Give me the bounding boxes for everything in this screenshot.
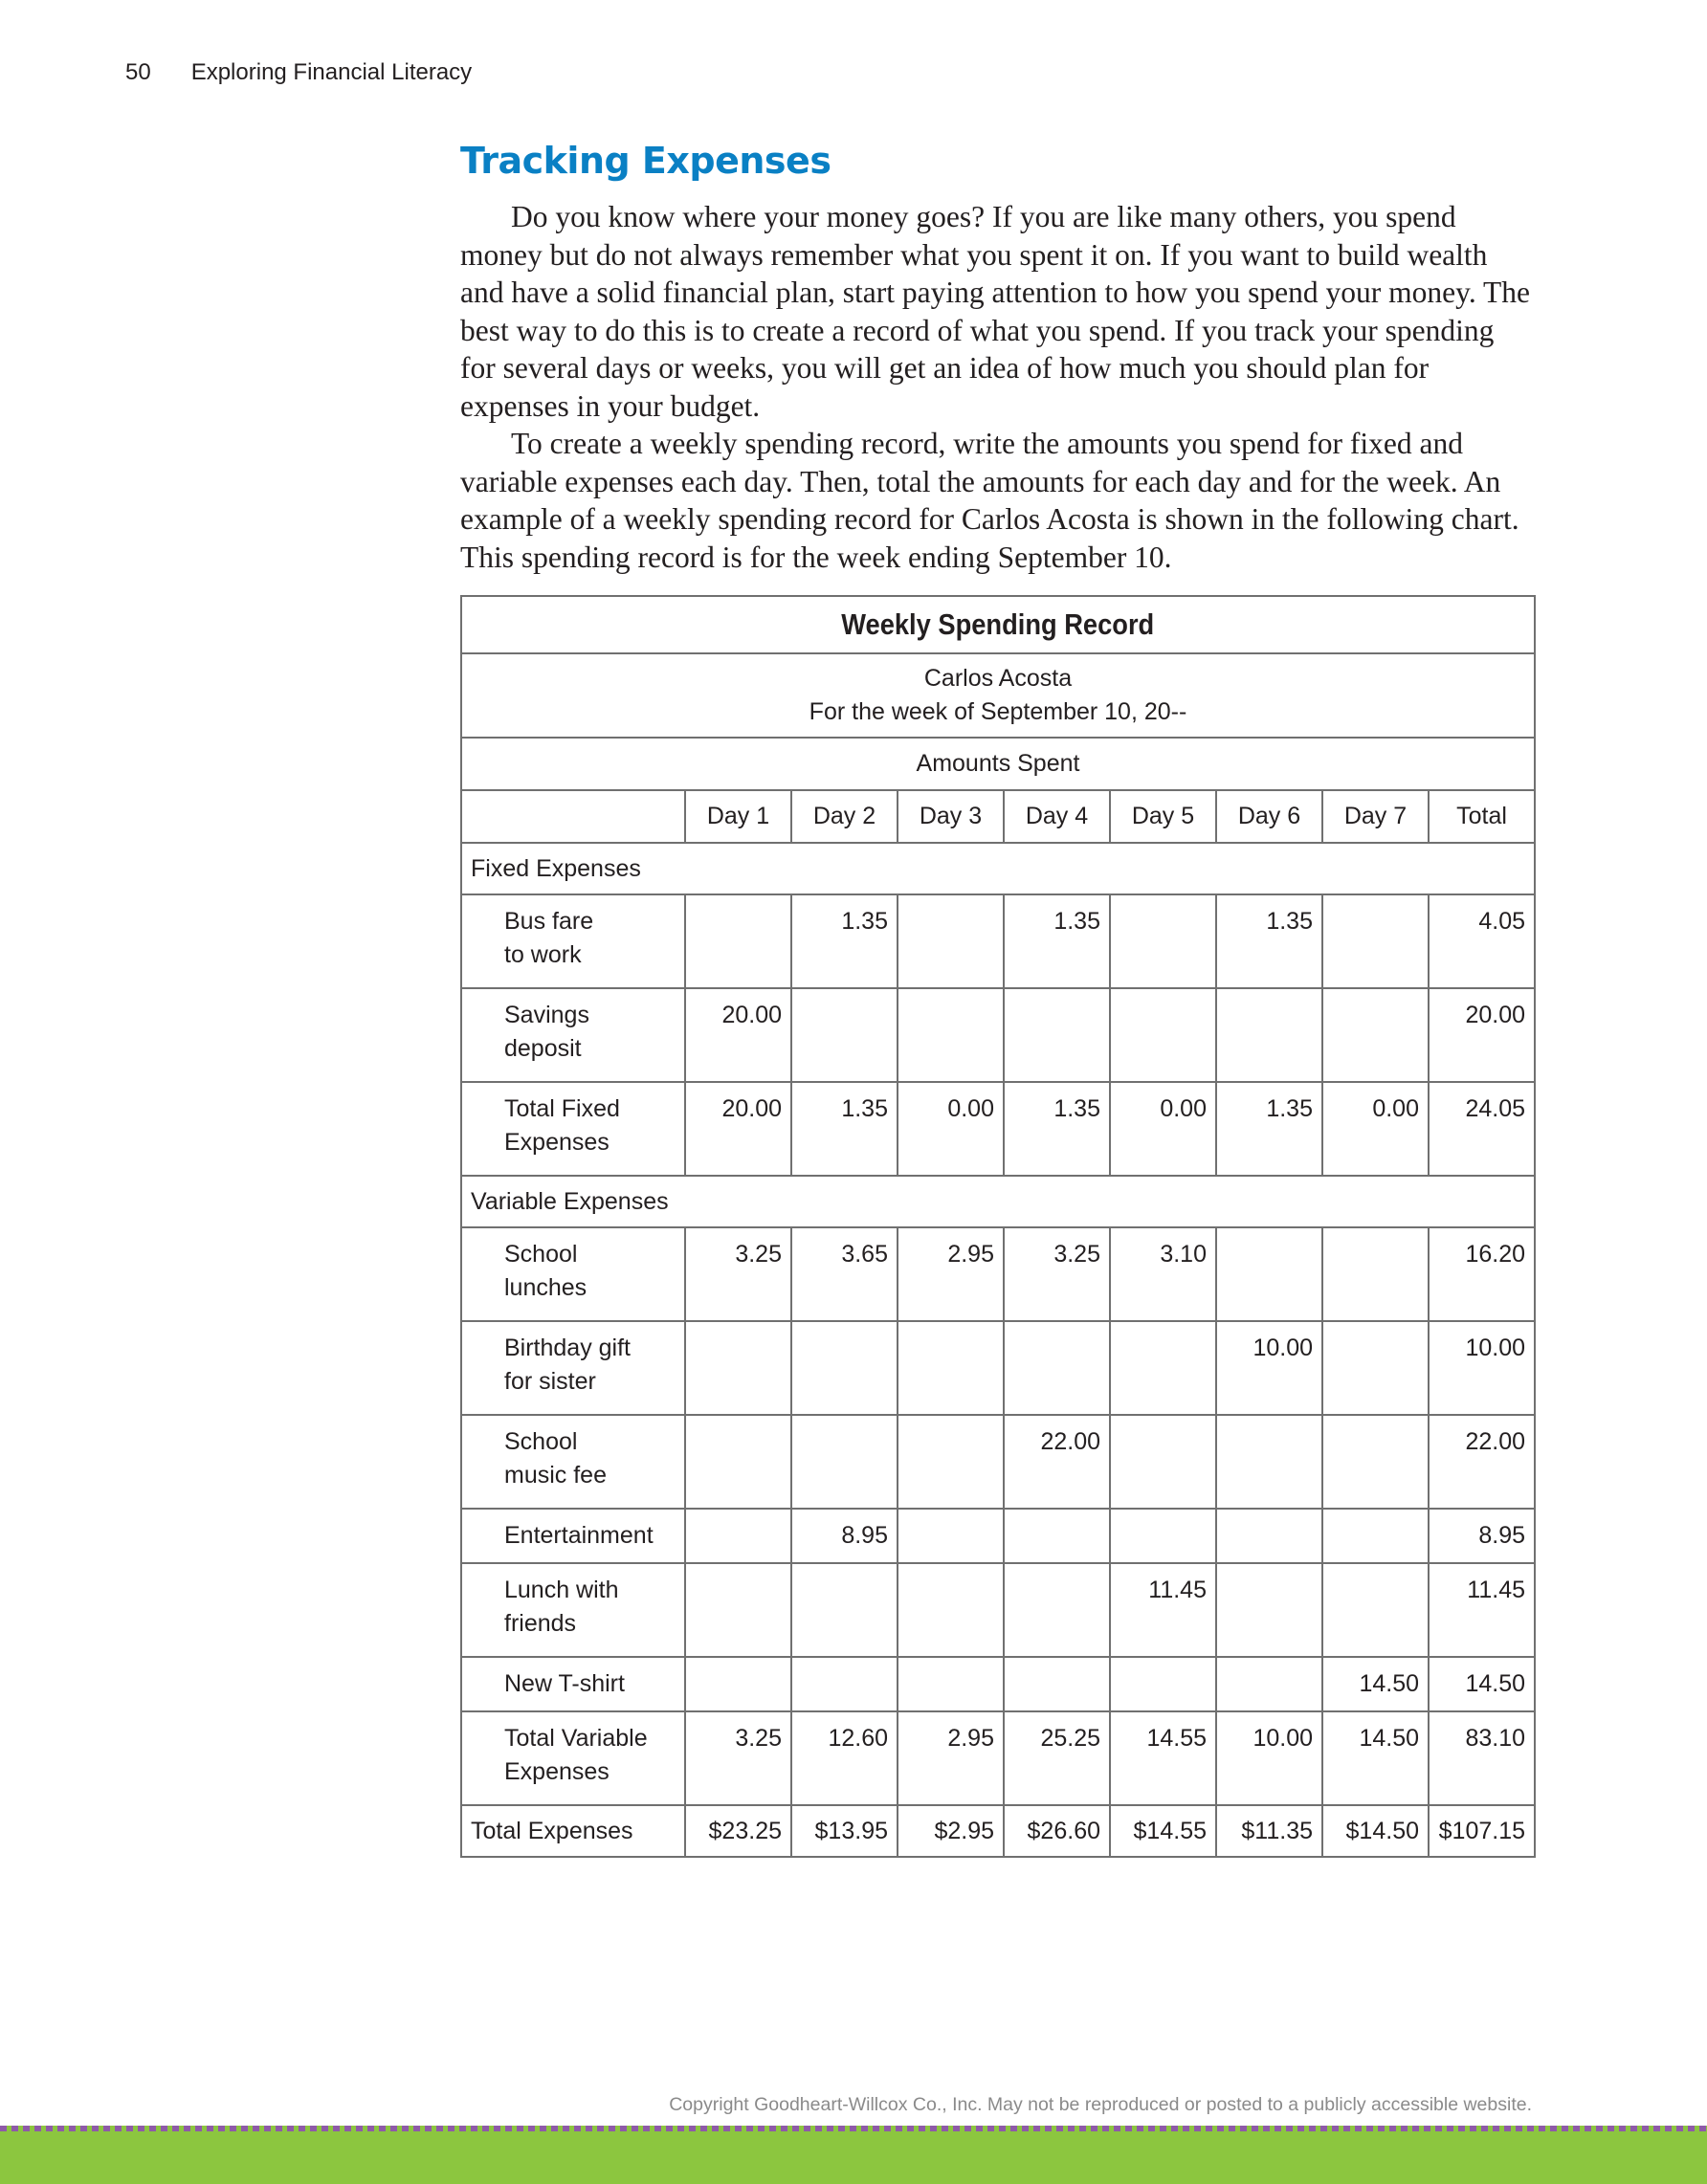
row-label-line: music fee — [504, 1462, 607, 1489]
row-label-line: New T-shirt — [504, 1670, 625, 1697]
amount-cell — [685, 894, 791, 988]
amount-cell: 16.20 — [1429, 1227, 1535, 1321]
amount-cell: 14.50 — [1322, 1711, 1429, 1805]
row-label-line: Entertainment — [504, 1522, 654, 1549]
body-text — [460, 198, 1535, 576]
row-label — [461, 1711, 685, 1805]
column-header: Day 2 — [791, 790, 898, 843]
fixed-expenses-header: Fixed Expenses — [461, 843, 1535, 894]
amount-cell — [898, 988, 1004, 1082]
amount-cell — [1216, 1657, 1322, 1711]
amount-cell — [898, 1415, 1004, 1509]
row-label-line: Birthday gift — [504, 1335, 632, 1361]
amount-cell: 10.00 — [1216, 1711, 1322, 1805]
amount-cell: 1.35 — [1004, 894, 1110, 988]
amount-cell — [791, 1563, 898, 1657]
amount-cell — [1216, 1227, 1322, 1321]
table-row — [461, 894, 1535, 988]
row-label — [461, 988, 685, 1082]
amount-cell: 0.00 — [1322, 1082, 1429, 1176]
amount-cell: $23.25 — [685, 1805, 791, 1857]
amount-cell: 3.25 — [685, 1227, 791, 1321]
amount-cell: 1.35 — [791, 1082, 898, 1176]
table-row — [461, 1563, 1535, 1657]
row-label-line: friends — [504, 1610, 577, 1637]
amount-cell: 20.00 — [1429, 988, 1535, 1082]
amount-cell: $26.60 — [1004, 1805, 1110, 1857]
amount-cell: 25.25 — [1004, 1711, 1110, 1805]
row-label-line: to work — [504, 941, 582, 968]
row-label — [461, 1563, 685, 1657]
amounts-spent-header: Amounts Spent — [461, 738, 1535, 790]
amount-cell: 22.00 — [1004, 1415, 1110, 1509]
footer-dotted-border — [0, 2126, 1707, 2131]
amount-cell — [1110, 1657, 1216, 1711]
column-header: Day 3 — [898, 790, 1004, 843]
amount-cell — [898, 894, 1004, 988]
amount-cell — [1110, 1415, 1216, 1509]
copyright-notice: Copyright Goodheart-Willcox Co., Inc. May not be reproduced or posted to a publicly accessible website. — [669, 2094, 1532, 2115]
amount-cell — [1216, 1415, 1322, 1509]
table-row — [461, 1082, 1535, 1176]
amount-cell — [898, 1563, 1004, 1657]
fixed-expenses-header-row — [461, 843, 1535, 894]
variable-expenses-header: Variable Expenses — [461, 1176, 1535, 1227]
amount-cell: 3.65 — [791, 1227, 898, 1321]
table-row — [461, 988, 1535, 1082]
amount-cell — [1322, 1321, 1429, 1415]
record-period: For the week of September 10, 20-- — [809, 698, 1187, 725]
amount-cell: 24.05 — [1429, 1082, 1535, 1176]
column-header: Total — [1429, 790, 1535, 843]
column-header: Day 5 — [1110, 790, 1216, 843]
amount-cell — [1110, 1321, 1216, 1415]
amount-cell: 3.10 — [1110, 1227, 1216, 1321]
row-label — [461, 894, 685, 988]
table-subtitle — [461, 653, 1535, 738]
amount-cell — [1004, 988, 1110, 1082]
table-row — [461, 1509, 1535, 1563]
row-label-line: Savings — [504, 1002, 589, 1028]
page-number: 50 — [125, 59, 151, 85]
amount-cell: 11.45 — [1110, 1563, 1216, 1657]
column-header: Day 4 — [1004, 790, 1110, 843]
row-label — [461, 1082, 685, 1176]
amount-cell — [898, 1657, 1004, 1711]
amount-cell — [1004, 1321, 1110, 1415]
person-name: Carlos Acosta — [923, 665, 1073, 692]
amount-cell — [791, 988, 898, 1082]
amount-cell: 22.00 — [1429, 1415, 1535, 1509]
row-label-line: School — [504, 1241, 578, 1268]
amount-cell: 10.00 — [1429, 1321, 1535, 1415]
variable-expenses-header-row — [461, 1176, 1535, 1227]
amount-cell: 4.05 — [1429, 894, 1535, 988]
amount-cell: 14.50 — [1322, 1657, 1429, 1711]
amount-cell — [1216, 1563, 1322, 1657]
column-header: Day 7 — [1322, 790, 1429, 843]
amount-cell: $107.15 — [1429, 1805, 1535, 1857]
amount-cell: 2.95 — [898, 1227, 1004, 1321]
amount-cell: 20.00 — [685, 1082, 791, 1176]
amount-cell — [1110, 988, 1216, 1082]
amount-cell: 83.10 — [1429, 1711, 1535, 1805]
amount-cell: 1.35 — [791, 894, 898, 988]
amount-cell — [898, 1321, 1004, 1415]
amount-cell — [685, 1415, 791, 1509]
amount-cell — [1004, 1657, 1110, 1711]
amount-cell: 1.35 — [1004, 1082, 1110, 1176]
amount-cell: 12.60 — [791, 1711, 898, 1805]
amount-cell — [1216, 1509, 1322, 1563]
amount-cell — [1216, 988, 1322, 1082]
row-label-line: Bus fare — [504, 908, 594, 935]
row-label-line: Expenses — [504, 1758, 610, 1785]
amount-cell — [1322, 1563, 1429, 1657]
row-label: Total Expenses — [461, 1805, 685, 1857]
amount-cell: 1.35 — [1216, 1082, 1322, 1176]
amount-cell — [1322, 1509, 1429, 1563]
row-label-line: School — [504, 1428, 578, 1455]
amount-cell: 14.50 — [1429, 1657, 1535, 1711]
paragraph-1: Do you know where your money goes? If you are like many others, you spend money but do not always remember what you spent it on. If you want to build wealth and have a solid financial plan, start paying attention to how you spend your money. The best way to do this is to create a record of what you spend. If you track your spending for several days or weeks, you will get an idea of how much you should plan for expenses in your budget. — [460, 200, 1530, 423]
amount-cell: 0.00 — [898, 1082, 1004, 1176]
row-label-line: Total Variable — [504, 1725, 648, 1752]
amount-cell: $2.95 — [898, 1805, 1004, 1857]
amount-cell: 20.00 — [685, 988, 791, 1082]
amount-cell — [1004, 1509, 1110, 1563]
amount-cell: 8.95 — [1429, 1509, 1535, 1563]
row-label-line: lunches — [504, 1274, 587, 1301]
table-row — [461, 1805, 1535, 1857]
table-row — [461, 1657, 1535, 1711]
blank-header-cell — [461, 790, 685, 843]
amount-cell — [685, 1563, 791, 1657]
amount-cell: $14.55 — [1110, 1805, 1216, 1857]
amount-cell: 3.25 — [1004, 1227, 1110, 1321]
row-label-line: Total Fixed — [504, 1095, 620, 1122]
footer-bar — [0, 2126, 1707, 2184]
amount-cell — [1110, 1509, 1216, 1563]
amount-cell — [1004, 1563, 1110, 1657]
amount-cell — [1322, 988, 1429, 1082]
amount-cell: 0.00 — [1110, 1082, 1216, 1176]
amount-cell: 10.00 — [1216, 1321, 1322, 1415]
amount-cell — [791, 1657, 898, 1711]
amount-cell — [685, 1321, 791, 1415]
amount-cell: 8.95 — [791, 1509, 898, 1563]
amount-cell: $13.95 — [791, 1805, 898, 1857]
amount-cell: $11.35 — [1216, 1805, 1322, 1857]
section-title: Tracking Expenses — [460, 140, 831, 182]
amount-cell: 14.55 — [1110, 1711, 1216, 1805]
amount-cell — [1110, 894, 1216, 988]
book-title: Exploring Financial Literacy — [190, 59, 473, 85]
row-label-line: deposit — [504, 1035, 582, 1062]
amount-cell — [1322, 1227, 1429, 1321]
row-label — [461, 1227, 685, 1321]
amount-cell — [1322, 894, 1429, 988]
amount-cell — [898, 1509, 1004, 1563]
amount-cell — [1322, 1415, 1429, 1509]
paragraph-2: To create a weekly spending record, write the amounts you spend for fixed and variable expenses each day. Then, total the amounts for each day and for the week. An example of a weekly spending record for Carlos Acosta is shown in the following chart. This spending record is for the week ending September 10. — [460, 427, 1519, 574]
row-label — [461, 1415, 685, 1509]
row-label — [461, 1657, 685, 1711]
amount-cell: $14.50 — [1322, 1805, 1429, 1857]
table-row — [461, 1711, 1535, 1805]
amount-cell: 3.25 — [685, 1711, 791, 1805]
weekly-spending-record-table — [460, 595, 1536, 1858]
amount-cell — [685, 1509, 791, 1563]
row-label-line: Lunch with — [504, 1577, 619, 1603]
row-label — [461, 1321, 685, 1415]
table-row — [461, 1321, 1535, 1415]
amount-cell: 11.45 — [1429, 1563, 1535, 1657]
row-label-line: Expenses — [504, 1129, 610, 1156]
amount-cell — [791, 1321, 898, 1415]
table-row — [461, 1227, 1535, 1321]
amount-cell — [685, 1657, 791, 1711]
column-header: Day 6 — [1216, 790, 1322, 843]
amount-cell — [791, 1415, 898, 1509]
column-header-row — [461, 790, 1535, 843]
table-row — [461, 1415, 1535, 1509]
row-label — [461, 1509, 685, 1563]
row-label-line: for sister — [504, 1368, 596, 1395]
amount-cell: 1.35 — [1216, 894, 1322, 988]
amount-cell: 2.95 — [898, 1711, 1004, 1805]
running-head — [125, 59, 472, 86]
table-title: Weekly Spending Record — [461, 596, 1535, 653]
column-header: Day 1 — [685, 790, 791, 843]
